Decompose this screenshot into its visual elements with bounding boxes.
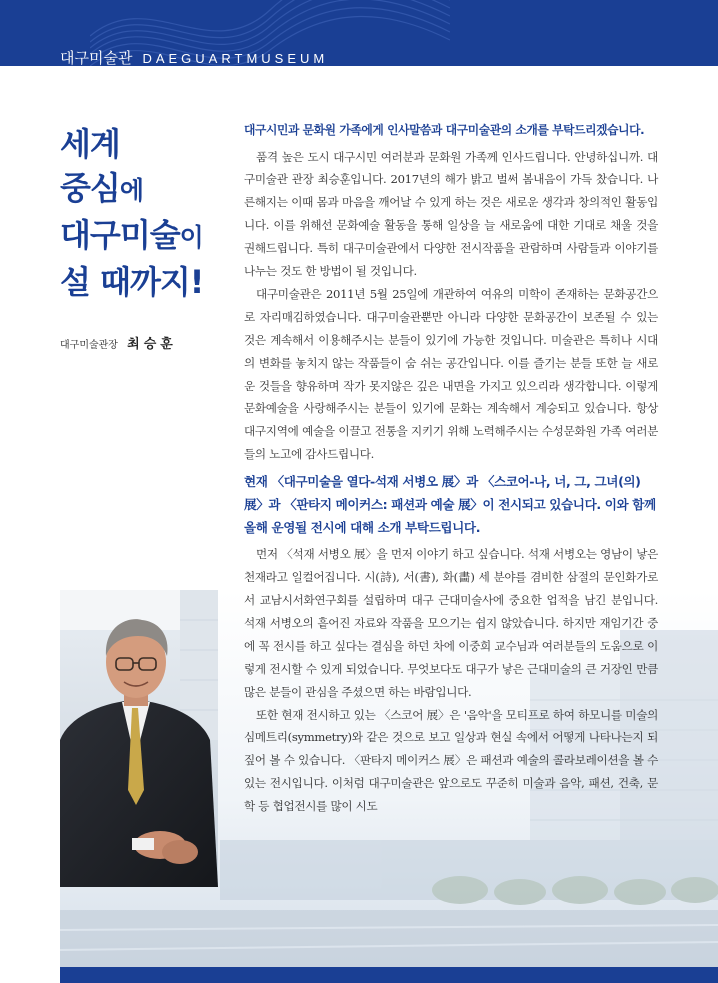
title-line-3: [60, 213, 230, 260]
byline-name: 최승훈: [127, 337, 177, 352]
title-line-2-particle: 에: [119, 176, 143, 205]
answer-2-paragraph-2: 또한 현재 전시하고 있는 〈스코어 展〉은 '음악'을 모티프로 하여 하모니를 미술의 심메트리(symmetry)와 같은 것으로 보고 일상과 현실 속에서 어떻게 나타나는지 되짚어 볼 수 있습니다. 〈판타지 메이커스 展〉은 패션과 예술의 콜라보레이션을 볼 수 있는 전시입니다. 이처럼 대구미술관은 앞으로도 꾸준히 미술과 음악, 패션, 건축, 문학 등 협업전시를 많이 시도: [244, 707, 658, 814]
byline: [60, 333, 177, 352]
title-line-2-main: 중심: [60, 169, 120, 207]
byline-role: 대구미술관장: [60, 340, 118, 351]
question-2: 현재 〈대구미술을 열다-석재 서병오 展〉과 〈스코어-나, 너, 그, 그녀(의) 展〉과 〈판타지 메이커스: 패션과 예술 展〉이 전시되고 있습니다. 이와 함께 올해 운영될 전시에 대해 소개 부탁드립니다.: [244, 474, 656, 536]
logo-korean: 대구미술관: [60, 49, 133, 66]
museum-logo: [60, 47, 328, 66]
answer-1-paragraph-2: 대구미술관은 2011년 5월 25일에 개관하여 여유의 미학이 존재하는 문화공간으로 자리매김하였습니다. 대구미술관뿐만 아니라 다양한 문화공간이 보존될 수 있는 것은 계속해서 이용해주시는 분들이 있기에 가능한 것입니다. 미술관은 특히나 시대의 변화를 놓치지 않는 작품들이 숨 쉬는 공간입니다. 이를 즐기는 분들 또한 늘 새로운 것들을 향유하며 작가 못지않은 깊은 내면을 가지고 있으리라 생각합니다. 이렇게 문화예술을 사랑해주시는 분들이 있기에 문화는 계속해서 계승되고 있습니다. 항상 대구지역에 예술을 이끌고 전통을 지키기 위해 노력해주시는 수성문화원 가족 여러분들의 노고에 감사드립니다.: [244, 286, 658, 462]
answer-1-paragraph-1: 품격 높은 도시 대구시민 여러분과 문화원 가족께 인사드립니다. 안녕하십니까. 대구미술관 관장 최승훈입니다. 2017년의 해가 밝고 벌써 봄내음이 가득 찼습니다. 나른해지는 이때 몸과 마음을 깨어날 수 있게 하는 것은 새로운 생각과 창의적인 활동입니다. 이를 위해선 문화예술 활동을 통해 일상을 늘 새로움에 대한 기대로 채울 것을 권해드립니다. 특히 대구미술관에서 다양한 전시작품을 관람하며 사람들과 이야기를 나누는 것도 한 방법이 될 것입니다.: [244, 149, 658, 279]
header-band: [0, 0, 718, 66]
title-line-1: 세계: [60, 125, 120, 163]
title-line-3-particle: 이: [179, 223, 203, 252]
article-body: [244, 119, 658, 818]
article-title: [60, 122, 230, 304]
title-line-4: 설 때까지!: [60, 263, 204, 301]
answer-2-paragraph-1: 먼저 〈석재 서병오 展〉을 먼저 이야기 하고 싶습니다. 석재 서병오는 영남이 낳은 천재라고 일컬어집니다. 시(詩), 서(書), 화(畵) 세 분야를 겸비한 삼절의 문인화가로서 교남시서화연구회를 설립하며 대구 근대미술사에 중요한 업적을 남긴 분입니다. 석재 서병오의 흩어진 자료와 작품을 모으기는 쉽지 않았습니다. 하지만 재임기간 중에 꼭 전시를 하고 싶다는 결심을 하던 차에 이중희 교수님과 여러분들의 도움으로 이렇게 전시할 수 있게 되었습니다. 무엇보다도 대구가 낳은 근대미술의 큰 거장인 만큼 많은 분들이 관심을 주셨으면 하는 바람입니다.: [244, 547, 658, 699]
footer-band: [60, 967, 718, 983]
logo-english: DAEGUARTMUSEUM: [142, 51, 329, 66]
question-1: 대구시민과 문화원 가족에게 인사말씀과 대구미술관의 소개를 부탁드리겠습니다.: [244, 123, 645, 137]
director-photo: [60, 590, 218, 887]
title-line-3-main: 대구미술: [60, 216, 180, 254]
director-portrait-illustration: [60, 590, 218, 887]
title-line-2: [60, 166, 230, 213]
